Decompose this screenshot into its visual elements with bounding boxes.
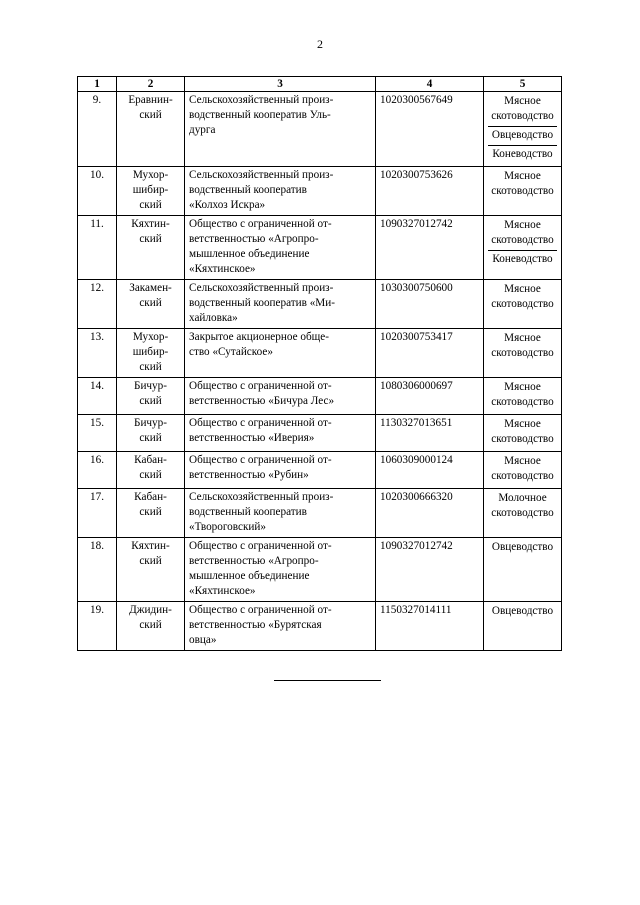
district-cell: Еравнин- ский xyxy=(117,92,185,167)
activity-type: Мясное скотоводство xyxy=(491,283,554,310)
activity-cell xyxy=(484,415,562,452)
district-cell: Джидин- ский xyxy=(117,602,185,651)
row-number: 13. xyxy=(78,329,117,378)
registry-table xyxy=(77,76,562,651)
district-cell: Бичур- ский xyxy=(117,378,185,415)
table-row xyxy=(78,280,562,329)
row-number: 12. xyxy=(78,280,117,329)
district-cell: Закамен- ский xyxy=(117,280,185,329)
organization-cell: Сельскохозяйственный произ- водственный кооператив Уль- дурга xyxy=(185,92,376,167)
activity-cell xyxy=(484,329,562,378)
table-row xyxy=(78,329,562,378)
row-number: 9. xyxy=(78,92,117,167)
ogrn-cell: 1020300567649 xyxy=(376,92,484,167)
activity-cell xyxy=(484,280,562,329)
row-number: 14. xyxy=(78,378,117,415)
organization-cell: Общество с ограниченной от- ветственностью «Бичура Лес» xyxy=(185,378,376,415)
table-header-row xyxy=(78,77,562,92)
activity-cell xyxy=(484,167,562,216)
district-cell: Кабан- ский xyxy=(117,452,185,489)
ogrn-cell: 1150327014111 xyxy=(376,602,484,651)
activity-cell xyxy=(484,602,562,651)
activity-type: Молочное скотоводство xyxy=(491,492,554,519)
table-row xyxy=(78,452,562,489)
district-cell: Бичур- ский xyxy=(117,415,185,452)
organization-cell: Общество с ограниченной от- ветственностью «Бурятская овца» xyxy=(185,602,376,651)
activity-type: Мясное скотоводство xyxy=(491,381,554,408)
activity-type: Коневодство xyxy=(488,145,557,164)
ogrn-cell: 1020300753417 xyxy=(376,329,484,378)
activity-type: Мясное скотоводство xyxy=(491,219,554,246)
activity-type: Мясное скотоводство xyxy=(491,418,554,445)
table-row xyxy=(78,602,562,651)
activity-type: Овцеводство xyxy=(488,126,557,145)
header-col-1: 1 xyxy=(78,77,117,92)
district-cell: Кяхтин- ский xyxy=(117,216,185,280)
organization-cell: Общество с ограниченной от- ветственностью «Рубин» xyxy=(185,452,376,489)
row-number: 10. xyxy=(78,167,117,216)
activity-type: Коневодство xyxy=(488,250,557,269)
activity-cell xyxy=(484,538,562,602)
activity-type: Мясное скотоводство xyxy=(491,95,554,122)
ogrn-cell: 1130327013651 xyxy=(376,415,484,452)
organization-cell: Сельскохозяйственный произ- водственный кооператив «Колхоз Искра» xyxy=(185,167,376,216)
organization-cell: Общество с ограниченной от- ветственностью «Агропро- мышленное объединение «Кяхтинское» xyxy=(185,216,376,280)
ogrn-cell: 1020300666320 xyxy=(376,489,484,538)
organization-cell: Общество с ограниченной от- ветственностью «Иверия» xyxy=(185,415,376,452)
activity-type: Мясное скотоводство xyxy=(491,455,554,482)
table-body xyxy=(78,92,562,651)
table-row xyxy=(78,538,562,602)
district-cell: Мухор- шибир- ский xyxy=(117,167,185,216)
ogrn-cell: 1020300753626 xyxy=(376,167,484,216)
district-cell: Кабан- ский xyxy=(117,489,185,538)
header-col-4: 4 xyxy=(376,77,484,92)
organization-cell: Сельскохозяйственный произ- водственный кооператив «Ми- хайловка» xyxy=(185,280,376,329)
ogrn-cell: 1090327012742 xyxy=(376,538,484,602)
activity-cell xyxy=(484,378,562,415)
activity-cell xyxy=(484,452,562,489)
row-number: 18. xyxy=(78,538,117,602)
table-row xyxy=(78,216,562,280)
ogrn-cell: 1080306000697 xyxy=(376,378,484,415)
activity-cell xyxy=(484,92,562,167)
table-row xyxy=(78,92,562,167)
activity-cell xyxy=(484,216,562,280)
table-row xyxy=(78,167,562,216)
row-number: 17. xyxy=(78,489,117,538)
activity-type: Мясное скотоводство xyxy=(491,170,554,197)
row-number: 16. xyxy=(78,452,117,489)
organization-cell: Закрытое акционерное обще- ство «Сутайское» xyxy=(185,329,376,378)
activity-type: Овцеводство xyxy=(491,605,554,617)
header-col-5: 5 xyxy=(484,77,562,92)
header-col-2: 2 xyxy=(117,77,185,92)
row-number: 11. xyxy=(78,216,117,280)
table-row xyxy=(78,415,562,452)
district-cell: Кяхтин- ский xyxy=(117,538,185,602)
district-cell: Мухор- шибир- ский xyxy=(117,329,185,378)
header-col-3: 3 xyxy=(185,77,376,92)
end-rule xyxy=(274,680,381,681)
organization-cell: Общество с ограниченной от- ветственностью «Агропро- мышленное объединение «Кяхтинское» xyxy=(185,538,376,602)
activity-cell xyxy=(484,489,562,538)
activity-type: Мясное скотоводство xyxy=(491,332,554,359)
ogrn-cell: 1090327012742 xyxy=(376,216,484,280)
activity-type: Овцеводство xyxy=(491,541,554,553)
ogrn-cell: 1030300750600 xyxy=(376,280,484,329)
table-row xyxy=(78,489,562,538)
page-number: 2 xyxy=(317,37,323,51)
organization-cell: Сельскохозяйственный произ- водственный кооператив «Твороговский» xyxy=(185,489,376,538)
table-row xyxy=(78,378,562,415)
row-number: 19. xyxy=(78,602,117,651)
row-number: 15. xyxy=(78,415,117,452)
ogrn-cell: 1060309000124 xyxy=(376,452,484,489)
